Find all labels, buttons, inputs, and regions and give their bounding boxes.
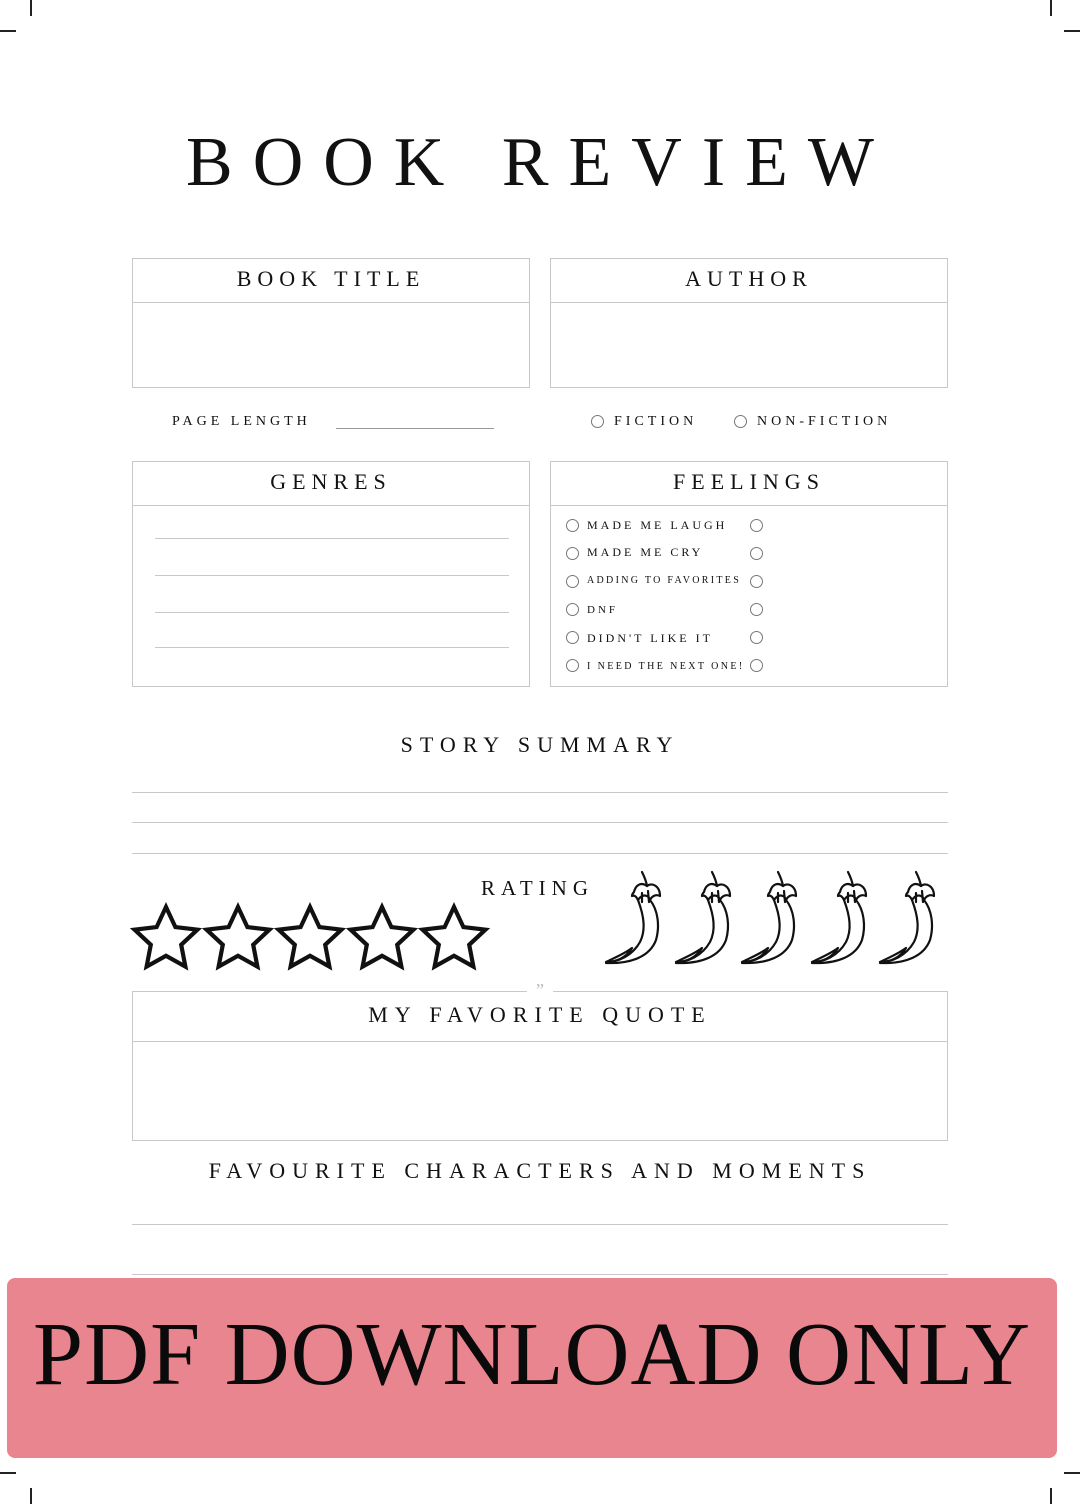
feeling-checkbox[interactable] [566, 575, 579, 588]
feeling-checkbox-right[interactable] [750, 575, 763, 588]
chili-pepper-icon[interactable] [606, 872, 660, 963]
author-box[interactable] [550, 258, 948, 388]
fiction-radio[interactable] [591, 415, 604, 428]
favorite-quote-box[interactable] [132, 991, 948, 1141]
genre-line[interactable] [155, 575, 509, 576]
star-rating [128, 900, 496, 974]
crop-mark [1050, 1488, 1052, 1504]
summary-line[interactable] [132, 822, 948, 823]
crop-mark [0, 1472, 16, 1474]
genre-line[interactable] [155, 612, 509, 613]
fiction-label: FICTION [614, 414, 698, 429]
feeling-checkbox[interactable] [566, 547, 579, 560]
author-label: AUTHOR [551, 259, 947, 303]
pdf-download-banner [7, 1278, 1057, 1458]
genres-box [132, 461, 530, 687]
feeling-checkbox[interactable] [566, 519, 579, 532]
rating-label: RATING [481, 876, 594, 900]
banner-text: PDF DOWNLOAD ONLY [33, 1305, 1031, 1404]
favorite-quote-label: MY FAVORITE QUOTE [133, 992, 947, 1042]
feeling-checkbox-right[interactable] [750, 547, 763, 560]
feeling-label: DIDN'T LIKE IT [587, 631, 713, 645]
page-title: BOOK REVIEW [186, 124, 894, 201]
feeling-checkbox-right[interactable] [750, 519, 763, 532]
feeling-checkbox-right[interactable] [750, 631, 763, 644]
chili-pepper-icon[interactable] [812, 872, 866, 963]
feeling-checkbox[interactable] [566, 631, 579, 644]
spice-rating [600, 866, 952, 970]
crop-mark [1064, 1472, 1080, 1474]
chili-pepper-icon[interactable] [742, 872, 796, 963]
genre-line[interactable] [155, 647, 509, 648]
characters-line[interactable] [132, 1274, 948, 1275]
characters-line[interactable] [132, 1224, 948, 1225]
favourite-characters-label: FAVOURITE CHARACTERS AND MOMENTS [208, 1158, 872, 1183]
star-outline-icon[interactable] [423, 907, 486, 967]
book-title-label: BOOK TITLE [133, 259, 529, 303]
page-length-line[interactable] [336, 428, 494, 429]
feeling-label: ADDING TO FAVORITES [587, 575, 742, 586]
feeling-label: MADE ME LAUGH [587, 518, 728, 532]
chili-pepper-icon[interactable] [676, 872, 730, 963]
feeling-label: DNF [587, 604, 619, 616]
summary-line[interactable] [132, 792, 948, 793]
crop-mark [1064, 30, 1080, 32]
star-outline-icon[interactable] [279, 907, 342, 967]
feeling-checkbox[interactable] [566, 659, 579, 672]
summary-line[interactable] [132, 853, 948, 854]
feelings-box [550, 461, 948, 687]
crop-mark [1050, 0, 1052, 16]
quote-mark-icon: ” [527, 981, 553, 999]
feeling-label: I NEED THE NEXT ONE! [587, 661, 745, 672]
genres-label: GENRES [133, 462, 529, 506]
chili-pepper-icon[interactable] [880, 872, 934, 963]
non-fiction-radio[interactable] [734, 415, 747, 428]
story-summary-label: STORY SUMMARY [400, 732, 680, 757]
book-title-box[interactable] [132, 258, 530, 388]
feeling-checkbox[interactable] [566, 603, 579, 616]
star-outline-icon[interactable] [351, 907, 414, 967]
crop-mark [30, 0, 32, 16]
feelings-label: FEELINGS [551, 462, 947, 506]
star-outline-icon[interactable] [135, 907, 198, 967]
crop-mark [30, 1488, 32, 1504]
genre-line[interactable] [155, 538, 509, 539]
non-fiction-label: NON-FICTION [757, 414, 892, 429]
feeling-checkbox-right[interactable] [750, 659, 763, 672]
star-outline-icon[interactable] [207, 907, 270, 967]
feeling-label: MADE ME CRY [587, 545, 704, 559]
crop-mark [0, 30, 16, 32]
feeling-checkbox-right[interactable] [750, 603, 763, 616]
page-length-label: PAGE LENGTH [172, 414, 311, 429]
